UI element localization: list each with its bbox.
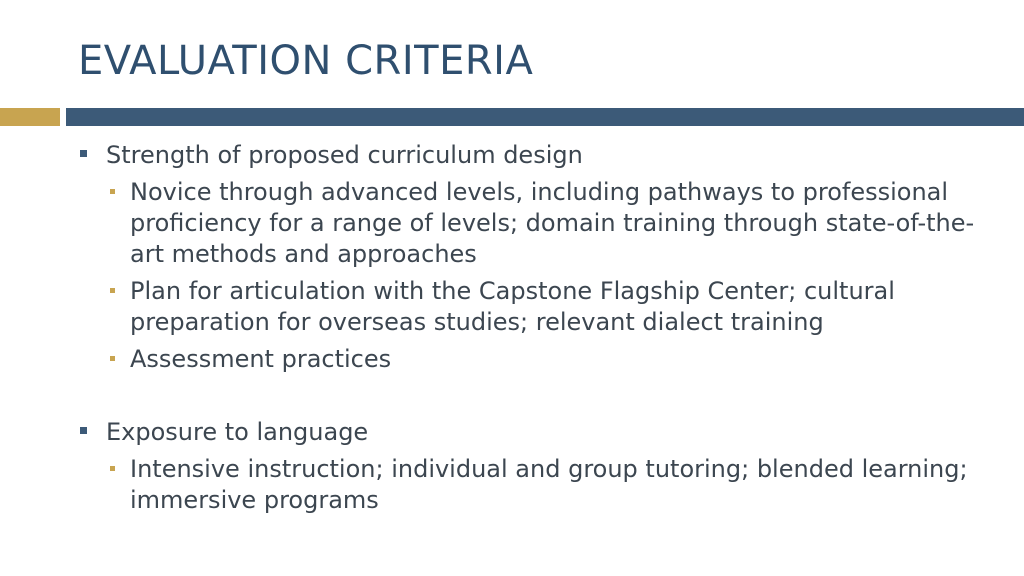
sub-bullet-item: Plan for articulation with the Capstone Flagship Center; cultural preparation for overseas studies; relevant dialect training [106,276,978,338]
bullet-text: Exposure to language [106,418,369,446]
sub-bullet-item: Intensive instruction; individual and group tutoring; blended learning; immersive programs [106,454,978,516]
sub-bullet-item: Novice through advanced levels, including pathways to professional proficiency for a range of levels; domain training through state-of-the-art methods and approaches [106,177,978,270]
navy-header-bar [66,108,1024,126]
sub-bullet-item: Assessment practices [106,344,978,375]
bullet-list [78,140,978,516]
gold-accent-bar [0,108,60,126]
slide-content [78,140,978,522]
slide-title: EVALUATION CRITERIA [78,38,534,84]
bullet-text: Strength of proposed curriculum design [106,141,583,169]
sub-bullet-list [106,454,978,516]
bullet-item [78,140,978,375]
bullet-item [78,417,978,516]
sub-bullet-list [106,177,978,375]
